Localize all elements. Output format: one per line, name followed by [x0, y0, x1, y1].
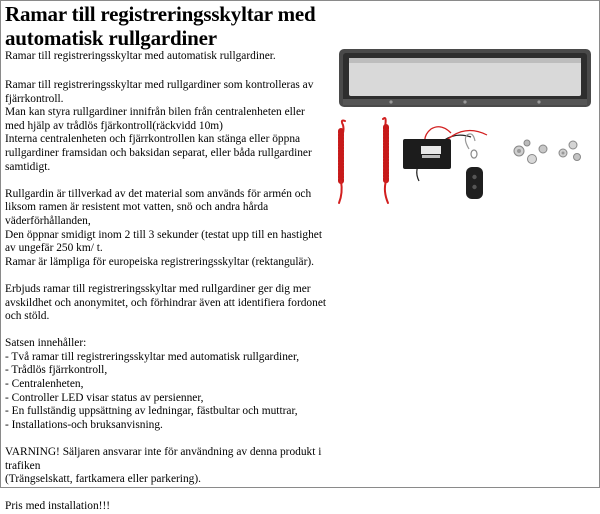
paragraph — [5, 283, 327, 324]
text-line: - Installations-och bruksanvisning. — [5, 418, 163, 431]
text-line: Erbjuds ramar till registreringsskyltar med rullgardiner ger dig mer avskildhet och anonymitet, och förhindrar även att identifiera fordonet och stöld. — [5, 282, 327, 323]
paragraph — [5, 337, 327, 432]
text-line: - Controller LED visar status av persienner, — [5, 391, 204, 404]
text-line: Ramar är lämpliga för europeiska registreringsskyltar (rektangulär). — [5, 255, 315, 268]
paragraph — [5, 500, 327, 514]
text-line: - Två ramar till registreringsskyltar med automatisk rullgardiner, — [5, 350, 300, 363]
text-line: VARNING! Säljaren ansvarar inte för användning av denna produkt i trafiken — [5, 446, 322, 472]
paragraph — [5, 446, 327, 487]
text-line: Rullgardin är tillverkad av det material som används för armén och liksom ramen är resistent mot vatten, snö och andra hårda väderförhållanden, — [5, 187, 312, 227]
text-line: Satsen innehåller: — [5, 337, 87, 350]
paragraph — [5, 188, 327, 270]
paragraph — [5, 79, 327, 174]
text-line: Ramar till registreringsskyltar med rullgardiner som kontrolleras av fjärrkontroll. — [5, 79, 314, 105]
subtitle: Ramar till registreringsskyltar med automatisk rullgardiner. — [5, 50, 276, 62]
description-text — [5, 79, 327, 514]
page-title: Ramar till registreringsskyltar med automatisk rullgardiner — [5, 2, 316, 50]
plate-frame-image — [339, 49, 591, 107]
product-photo — [331, 31, 597, 211]
text-line: Den öppnar smidigt inom 2 till 3 sekunder (testat upp till en hastighet av ungefär 250 km/ t. — [5, 228, 322, 255]
text-line: - Trådlös fjärrkontroll, — [5, 364, 108, 377]
text-line: (Trängselskatt, fartkamera eller parkering). — [5, 473, 201, 486]
text-line: Interna centralenheten och fjärrkontrollen kan stänga eller öppna rullgardiner framsidan och baksidan separat, eller båda rullgardiner samtidigt. — [5, 133, 312, 173]
text-line: - Centralenheten, — [5, 378, 84, 391]
text-line: Pris med installation!!! — [5, 500, 111, 513]
text-line: Man kan styra rullgardiner innifrån bilen från centralenheten eller med hjälp av trådlös fjärkontroll(räckvidd 10m) — [5, 106, 305, 132]
text-line: - En fullständig uppsättning av ledningar, fästbultar och muttrar, — [5, 405, 298, 418]
